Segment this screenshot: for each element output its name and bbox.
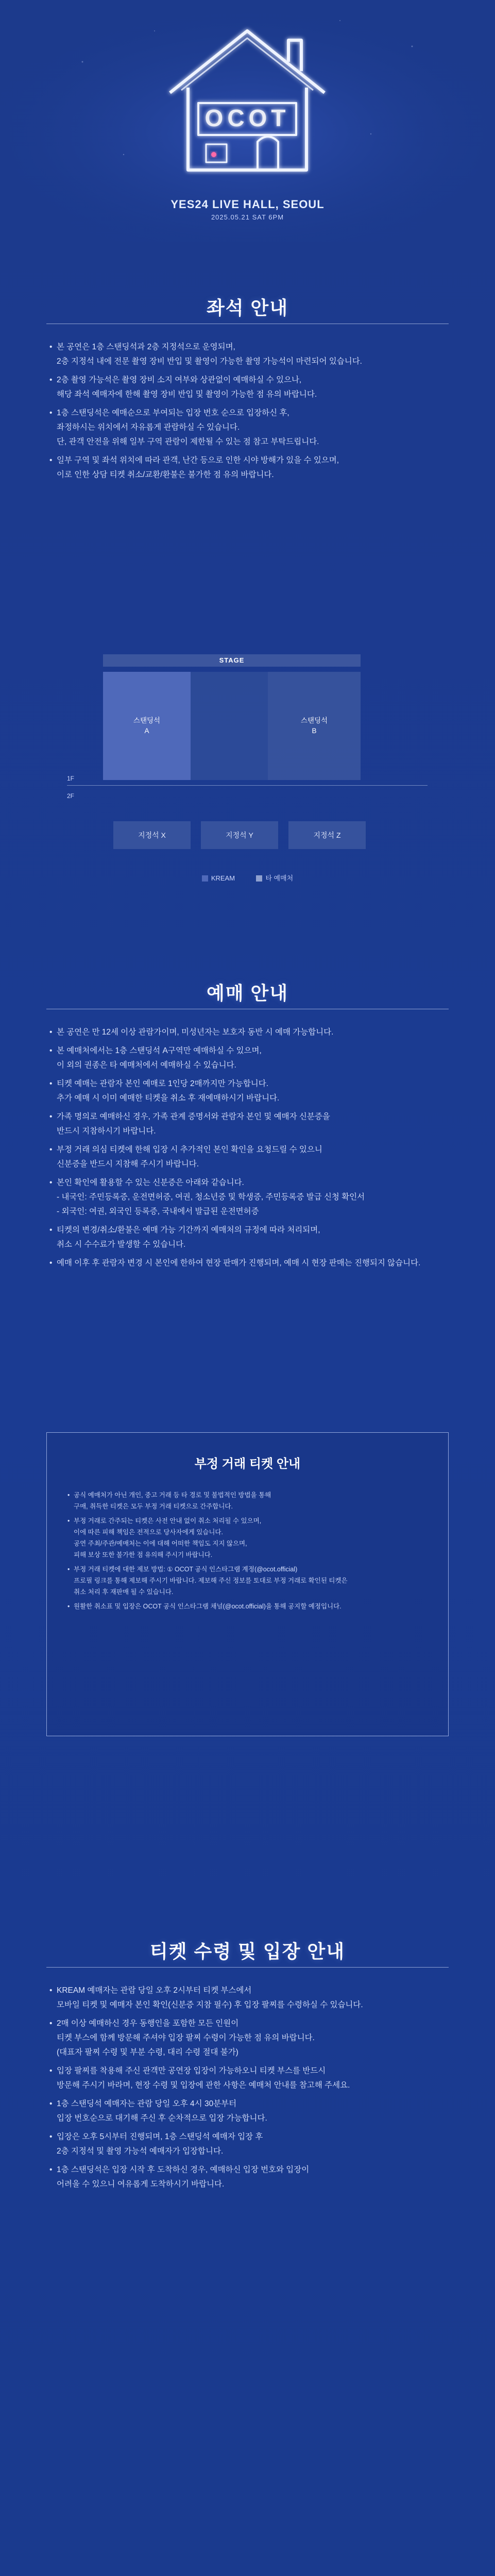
list-item: • 2매 이상 예매하신 경우 동행인을 포함한 모든 인원이 티켓 부스에 함께 방문해 주셔야 입장 팔찌 수령이 가능한 점 유의 바랍니다. (대표자 팔찌 수령 및 부분 수령, 대리 수령 절대 불가) — [49, 2016, 446, 2060]
legend-kream: KREAM — [211, 874, 235, 882]
list-item: • 예매 이후 후 관람자 변경 시 본인에 한하여 현장 판매가 진행되며, 예매 시 현장 판매는 진행되지 않습니다. — [49, 1256, 446, 1270]
legend-swatch — [202, 875, 208, 882]
floor-label-2f: 2F — [67, 792, 75, 800]
list-item: • 입장은 오후 5시부터 진행되며, 1층 스탠딩석 예매자 입장 후 2층 지정석 및 촬영 가능석 예매자가 입장합니다. — [49, 2130, 446, 2159]
list-item: • 1층 스탠딩석은 입장 시작 후 도착하신 경우, 예매하신 입장 번호와 입장이 어려울 수 있으니 여유롭게 도착하시기 바랍니다. — [49, 2163, 446, 2192]
list-item: • KREAM 예매자는 관람 당일 오후 2시부터 티켓 부스에서 모바일 티켓 및 예매자 본인 확인(신분증 지참 필수) 후 입장 팔찌를 수령하실 수 있습니다. — [49, 1984, 446, 2012]
neon-sign: OCOT — [204, 105, 290, 131]
list-item: • 원활한 취소표 및 입장은 OCOT 공식 인스타그램 채널(@ocot.official)을 통해 공지할 예정입니다. — [67, 1601, 428, 1612]
booking-title: 예매 안내 — [206, 982, 289, 1004]
ticket-title: 티켓 수령 및 입장 안내 — [150, 1941, 345, 1962]
floor-label-1f: 1F — [67, 775, 75, 782]
hero-banner — [0, 0, 495, 242]
seat-map — [46, 654, 449, 963]
resale-list — [67, 1489, 428, 1615]
legend-other: 타 예매처 — [265, 874, 294, 882]
list-item: • 부정 거래 티켓에 대한 제보 방법: ① OCOT 공식 인스타그램 계정(@ocot.official) 프로필 링크를 통해 제보해 주시기 바랍니다. 제보해 주신 정보를 토대로 부정 거래로 확인된 티켓은 취소 처리 후 재판매 될 수 있습니다. — [67, 1564, 428, 1598]
list-item: • 일부 구역 및 좌석 위치에 따라 관객, 난간 등으로 인한 시야 방해가 있을 수 있으며, 이로 인한 상담 티켓 취소/교환/환불은 불가한 점 유의 바랍니다. — [49, 453, 446, 482]
seat-zone-z: 지정석 Z — [288, 821, 366, 849]
stage-label: STAGE — [103, 654, 361, 667]
list-item: • 본 공연은 1층 스탠딩석과 2층 지정석으로 운영되며, 2층 지정석 내에 전문 촬영 장비 반입 및 촬영이 가능한 촬영 가능석이 마련되어 있습니다. — [49, 340, 446, 369]
seat-zone-y: 지정석 Y — [201, 821, 278, 849]
standing-zone-center — [191, 672, 268, 780]
venue-title: YES24 LIVE HALL, SEOUL — [170, 198, 325, 211]
booking-list — [49, 1025, 446, 1275]
ticket-list — [49, 1984, 446, 2196]
list-item: • 1층 스탠딩석은 예매순으로 부여되는 입장 번호 순으로 입장하신 후, 좌정하시는 위치에서 자유롭게 관람하실 수 있습니다. 단, 관객 안전을 위해 일부 구역 관람이 제한될 수 있는 점 참고 부탁드립니다. — [49, 406, 446, 449]
list-item: • 입장 팔찌를 착용해 주신 관객만 공연장 입장이 가능하오니 티켓 부스를 반드시 방문해 주시기 바라며, 현장 수령 및 입장에 관한 사항은 예매처 안내를 참고해 주세요. — [49, 2064, 446, 2093]
floor-divider — [67, 785, 428, 786]
legend-swatch — [256, 875, 262, 882]
list-item: • 본인 확인에 활용할 수 있는 신분증은 아래와 같습니다. - 내국인: 주민등록증, 운전면허증, 여권, 청소년증 및 학생증, 주민등록증 발급 신청 확인서 - 외국인: 여권, 외국인 등록증, 국내에서 발급된 운전면허증 — [49, 1176, 446, 1219]
seat-legend — [46, 873, 449, 883]
divider — [46, 1967, 449, 1968]
list-item: • 본 공연은 만 12세 이상 관람가이며, 미성년자는 보호자 동반 시 예매 가능합니다. — [49, 1025, 446, 1040]
list-item: • 본 예매처에서는 1층 스탠딩석 A구역만 예매하실 수 있으며, 이 외의 권종은 타 예매처에서 예매하실 수 있습니다. — [49, 1044, 446, 1073]
resale-title: 부정 거래 티켓 안내 — [194, 1457, 301, 1471]
list-item: • 공식 예매처가 아닌 개인, 중고 거래 등 타 경로 및 불법적인 방법을 통해 구매, 취득한 티켓은 모두 부정 거래 티켓으로 간주합니다. — [67, 1489, 428, 1512]
resale-notice-box — [46, 1432, 449, 1736]
standing-zone-a: 스탠딩석 A — [103, 672, 191, 780]
seat-zone-x: 지정석 X — [113, 821, 191, 849]
list-item: • 1층 스탠딩석 예매자는 관람 당일 오후 4시 30분부터 입장 번호순으로 대기해 주신 후 순차적으로 입장 가능합니다. — [49, 2097, 446, 2126]
standing-zone-b: 스탠딩석 B — [268, 672, 361, 780]
list-item: • 2층 촬영 가능석은 촬영 장비 소지 여부와 상관없이 예매하실 수 있으나, 해당 좌석 예매자에 한해 촬영 장비 반입 및 촬영이 가능한 점 유의 바랍니다. — [49, 373, 446, 402]
event-date: 2025.05.21 SAT 6PM — [211, 213, 284, 221]
seating-title: 좌석 안내 — [206, 297, 289, 318]
list-item: • 부정 거래로 간주되는 티켓은 사전 안내 없이 취소 처리될 수 있으며, 이에 따른 피해 책임은 전적으로 당사자에게 있습니다. 공연 주최/주관/예매처는 이에 대해 어떠한 책임도 지지 않으며, 피해 보상 또한 불가한 점 유의해 주시기 바랍니다. — [67, 1515, 428, 1561]
list-item: • 티켓 예매는 관람자 본인 예매로 1인당 2매까지만 가능합니다. 추가 예매 시 이미 예매한 티켓을 취소 후 재예매하시기 바랍니다. — [49, 1077, 446, 1106]
list-item: • 부정 거래 의심 티켓에 한해 입장 시 추가적인 본인 확인을 요청드릴 수 있으니 신분증을 반드시 지참해 주시기 바랍니다. — [49, 1143, 446, 1172]
list-item: • 티켓의 변경/취소/환불은 예매 가능 기간까지 예매처의 규정에 따라 처리되며, 취소 시 수수료가 발생할 수 있습니다. — [49, 1223, 446, 1252]
list-item: • 가족 명의로 예매하신 경우, 가족 관계 증명서와 관람자 본인 및 예매자 신분증을 반드시 지참하시기 바랍니다. — [49, 1110, 446, 1139]
seating-list — [49, 340, 446, 486]
